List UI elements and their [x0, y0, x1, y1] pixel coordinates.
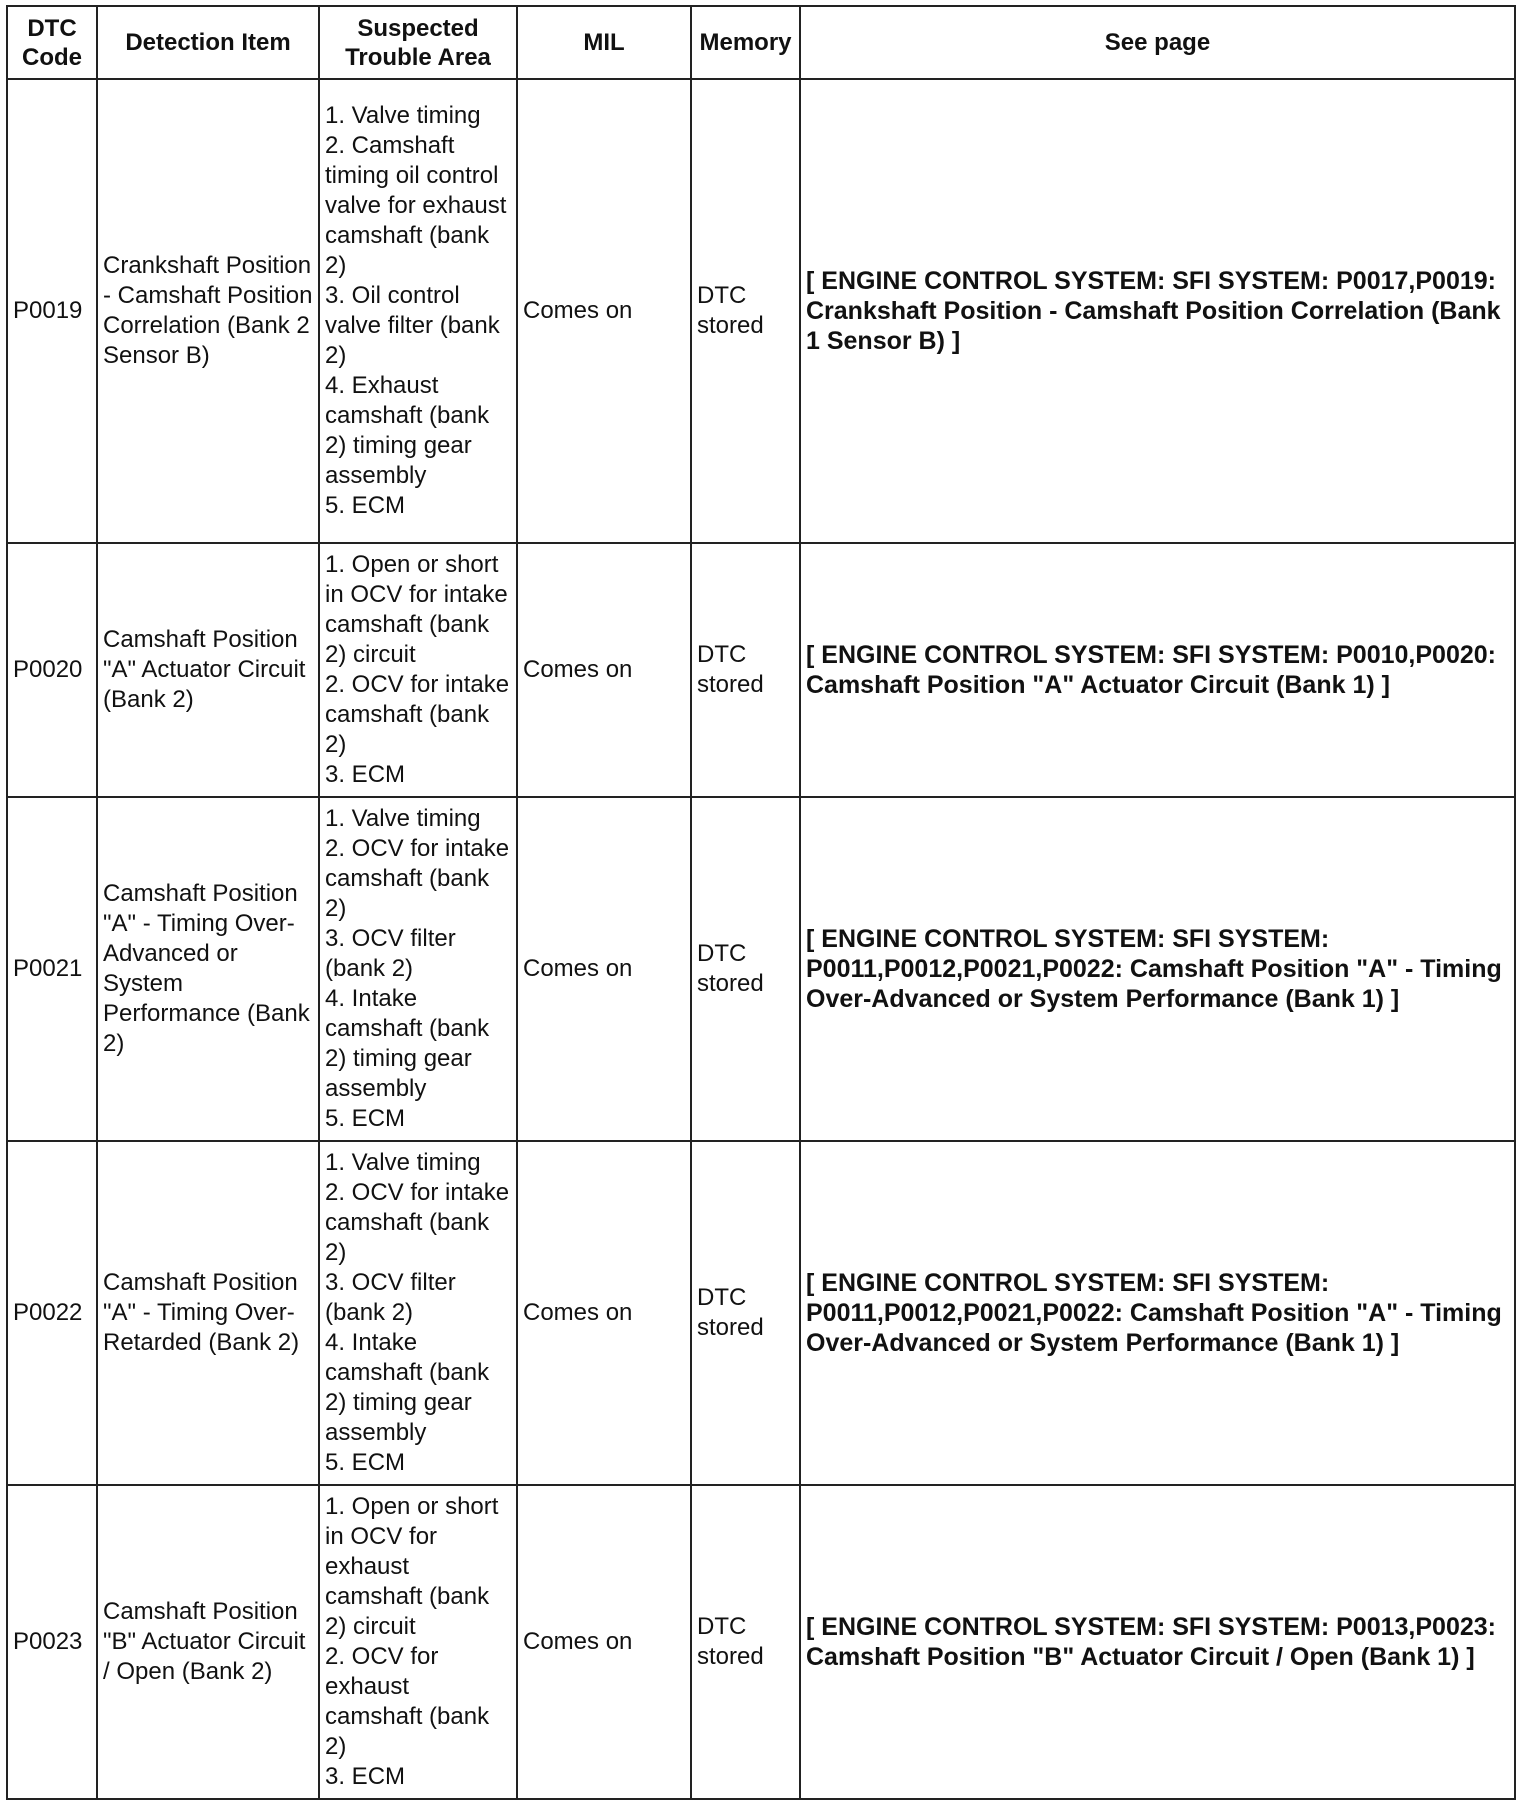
suspected-trouble-area: 1. Valve timing 2. OCV for intake camshaft (bank 2) 3. OCV filter (bank 2) 4. Intake camshaft (bank 2) timing gear assembly 5. ECM [319, 1141, 517, 1485]
memory-status: DTC stored [691, 1141, 800, 1485]
suspected-trouble-area: 1. Valve timing 2. OCV for intake camshaft (bank 2) 3. OCV filter (bank 2) 4. Intake camshaft (bank 2) timing gear assembly 5. ECM [319, 797, 517, 1141]
see-page-link[interactable]: [ ENGINE CONTROL SYSTEM: SFI SYSTEM: P0017,P0019: Crankshaft Position - Camshaft Position Correlation (Bank 1 Sensor B) ] [800, 79, 1515, 543]
table-row [7, 79, 1515, 543]
detection-item: Crankshaft Position - Camshaft Position Correlation (Bank 2 Sensor B) [97, 79, 319, 543]
header-row [7, 6, 1515, 79]
table-row [7, 1141, 1515, 1485]
suspected-trouble-area: 1. Open or short in OCV for exhaust camshaft (bank 2) circuit 2. OCV for exhaust camshaft (bank 2) 3. ECM [319, 1485, 517, 1799]
dtc-code: P0022 [7, 1141, 97, 1485]
mil-status: Comes on [517, 797, 691, 1141]
header-see-page: See page [800, 6, 1515, 79]
detection-item: Camshaft Position "A" - Timing Over-Retarded (Bank 2) [97, 1141, 319, 1485]
detection-item: Camshaft Position "A" - Timing Over-Advanced or System Performance (Bank 2) [97, 797, 319, 1141]
detection-item: Camshaft Position "A" Actuator Circuit (Bank 2) [97, 543, 319, 797]
dtc-code: P0023 [7, 1485, 97, 1799]
header-mil: MIL [517, 6, 691, 79]
mil-status: Comes on [517, 1141, 691, 1485]
see-page-link[interactable]: [ ENGINE CONTROL SYSTEM: SFI SYSTEM: P0010,P0020: Camshaft Position "A" Actuator Circuit (Bank 1) ] [800, 543, 1515, 797]
table-row [7, 543, 1515, 797]
dtc-code: P0020 [7, 543, 97, 797]
header-dtc-code: DTC Code [7, 6, 97, 79]
mil-status: Comes on [517, 79, 691, 543]
dtc-code: P0021 [7, 797, 97, 1141]
see-page-link[interactable]: [ ENGINE CONTROL SYSTEM: SFI SYSTEM: P0011,P0012,P0021,P0022: Camshaft Position "A" - Timing Over-Advanced or System Performance (Bank 1) ] [800, 797, 1515, 1141]
detection-item: Camshaft Position "B" Actuator Circuit / Open (Bank 2) [97, 1485, 319, 1799]
mil-status: Comes on [517, 1485, 691, 1799]
memory-status: DTC stored [691, 543, 800, 797]
header-detection-item: Detection Item [97, 6, 319, 79]
suspected-trouble-area: 1. Open or short in OCV for intake camshaft (bank 2) circuit 2. OCV for intake camshaft (bank 2) 3. ECM [319, 543, 517, 797]
table-row [7, 797, 1515, 1141]
see-page-link[interactable]: [ ENGINE CONTROL SYSTEM: SFI SYSTEM: P0011,P0012,P0021,P0022: Camshaft Position "A" - Timing Over-Advanced or System Performance (Bank 1) ] [800, 1141, 1515, 1485]
dtc-table [6, 5, 1516, 1800]
dtc-code: P0019 [7, 79, 97, 543]
see-page-link[interactable]: [ ENGINE CONTROL SYSTEM: SFI SYSTEM: P0013,P0023: Camshaft Position "B" Actuator Circuit / Open (Bank 1) ] [800, 1485, 1515, 1799]
memory-status: DTC stored [691, 797, 800, 1141]
memory-status: DTC stored [691, 79, 800, 543]
suspected-trouble-area: 1. Valve timing 2. Camshaft timing oil control valve for exhaust camshaft (bank 2) 3. Oil control valve filter (bank 2) 4. Exhaust camshaft (bank 2) timing gear assembly 5. ECM [319, 79, 517, 543]
header-memory: Memory [691, 6, 800, 79]
memory-status: DTC stored [691, 1485, 800, 1799]
header-suspected-trouble-area: Suspected Trouble Area [319, 6, 517, 79]
mil-status: Comes on [517, 543, 691, 797]
table-row [7, 1485, 1515, 1799]
